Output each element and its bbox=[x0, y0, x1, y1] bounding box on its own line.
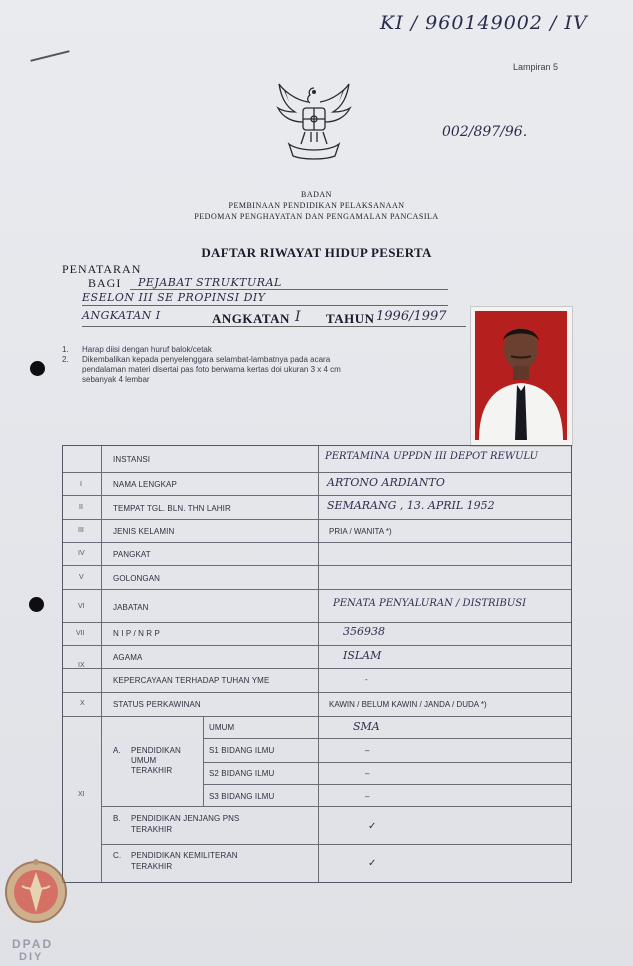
pendidikan-c-value: ✓ bbox=[368, 858, 377, 869]
nama-number: I bbox=[80, 481, 82, 488]
bagi-line-1 bbox=[130, 289, 448, 290]
row-line-3 bbox=[63, 519, 571, 520]
jabatan-value: PENATA PENYALURAN / DISTRIBUSI bbox=[333, 598, 527, 609]
instruction-2-text-b: pendalaman materi disertai pas foto berwarna kertas doi ukuran 3 x 4 cm bbox=[82, 365, 341, 374]
nip-label: N I P / N R P bbox=[113, 629, 160, 638]
kepercayaan-label: KEPERCAYAAN TERHADAP TUHAN YME bbox=[113, 676, 270, 685]
status-number: X bbox=[80, 700, 85, 707]
status-label: STATUS PERKAWINAN bbox=[113, 700, 201, 709]
s1-label: S1 BIDANG ILMU bbox=[209, 746, 275, 755]
umum-value: SMA bbox=[353, 720, 380, 733]
umum-label: UMUM bbox=[209, 723, 235, 732]
row-line-s2 bbox=[203, 784, 571, 785]
s2-label: S2 BIDANG ILMU bbox=[209, 769, 275, 778]
row-line-b bbox=[101, 844, 571, 845]
jk-number: III bbox=[78, 527, 84, 534]
bagi-value-2: ESELON III SE PROPINSI DIY bbox=[82, 291, 266, 304]
jk-label: JENIS KELAMIN bbox=[113, 527, 175, 536]
divider-pendidikan-a bbox=[203, 716, 204, 806]
pendidikan-c-letter: C. bbox=[113, 851, 122, 860]
divider-pendidikan-value bbox=[318, 716, 319, 806]
bagi-label: BAGI bbox=[88, 276, 122, 290]
row-line-5 bbox=[63, 565, 571, 566]
institution-line-3: PEDOMAN PENGHAYATAN DAN PENGAMALAN PANCASILA bbox=[194, 212, 439, 221]
agama-number: IX bbox=[78, 662, 85, 669]
instruction-2-text-c: sebanyak 4 lembar bbox=[82, 375, 150, 384]
instruction-2-text-a: Dikembalikan kepada penyelenggara selambat-lambatnya pada acara bbox=[82, 355, 331, 364]
pendidikan-a-label-3: TERAKHIR bbox=[131, 766, 173, 775]
biodata-form-table bbox=[62, 445, 572, 883]
jk-value: PRIA / WANITA *) bbox=[329, 527, 392, 536]
golongan-label: GOLONGAN bbox=[113, 574, 161, 583]
form-title: DAFTAR RIWAYAT HIDUP PESERTA bbox=[201, 245, 432, 260]
instansi-label: INSTANSI bbox=[113, 455, 151, 464]
row-line-6 bbox=[63, 589, 571, 590]
ttl-value: SEMARANG , 13. APRIL 1952 bbox=[327, 499, 495, 512]
pendidikan-c-label-1: PENDIDIKAN KEMILITERAN bbox=[131, 851, 238, 860]
instruction-1-number: 1. bbox=[62, 345, 69, 354]
divider-number-column bbox=[101, 446, 102, 882]
agama-value: ISLAM bbox=[343, 649, 382, 662]
pendidikan-b-letter: B. bbox=[113, 814, 121, 823]
status-value: KAWIN / BELUM KAWIN / JANDA / DUDA *) bbox=[329, 700, 487, 709]
pen-mark bbox=[30, 50, 69, 62]
pendidikan-b-label-1: PENDIDIKAN JENJANG PNS bbox=[131, 814, 240, 823]
person-portrait-icon bbox=[475, 311, 567, 440]
dpad-seal-icon bbox=[2, 856, 70, 926]
tahun-label: TAHUN bbox=[326, 311, 375, 326]
row-line-umum bbox=[203, 738, 571, 739]
garuda-emblem-icon bbox=[275, 80, 353, 160]
instansi-value: PERTAMINA UPPDN III DEPOT REWULU bbox=[325, 451, 539, 462]
lampiran-label: Lampiran 5 bbox=[513, 62, 559, 72]
agama-label: AGAMA bbox=[113, 653, 143, 662]
pendidikan-c-label-2: TERAKHIR bbox=[131, 862, 173, 871]
pendidikan-a-label-1: PENDIDIKAN bbox=[131, 746, 181, 755]
nama-value: ARTONO ARDIANTO bbox=[327, 476, 445, 489]
angkatan-value: I bbox=[295, 309, 301, 325]
jabatan-number: VI bbox=[78, 603, 85, 610]
watermark-line-1: DPAD bbox=[12, 937, 54, 951]
penataran-label: PENATARAN bbox=[62, 262, 142, 276]
s1-value: – bbox=[365, 746, 370, 755]
nip-value: 356938 bbox=[343, 625, 385, 638]
row-line-7 bbox=[63, 622, 571, 623]
ttl-number: II bbox=[79, 504, 83, 511]
row-line-11 bbox=[63, 716, 571, 717]
registration-number: 002/897/96. bbox=[442, 124, 528, 140]
angkatan-handwritten: ANGKATAN I bbox=[82, 309, 161, 322]
pangkat-label: PANGKAT bbox=[113, 550, 151, 559]
s2-value: – bbox=[365, 769, 370, 778]
passport-photo bbox=[470, 306, 573, 447]
s3-value: – bbox=[365, 792, 370, 801]
bagi-value-1: PEJABAT STRUKTURAL bbox=[138, 276, 282, 289]
pendidikan-number: XI bbox=[78, 791, 85, 798]
pendidikan-b-value: ✓ bbox=[368, 821, 377, 832]
row-line-2 bbox=[63, 495, 571, 496]
s3-label: S3 BIDANG ILMU bbox=[209, 792, 275, 801]
tahun-value: 1996/1997 bbox=[376, 309, 447, 324]
row-line-8 bbox=[63, 645, 571, 646]
angkatan-line bbox=[82, 326, 466, 327]
nip-number: VII bbox=[76, 630, 85, 637]
angkatan-label: ANGKATAN bbox=[212, 311, 290, 326]
jabatan-label: JABATAN bbox=[113, 603, 149, 612]
row-line-s3 bbox=[101, 806, 571, 807]
row-line-9 bbox=[63, 668, 571, 669]
archive-code: KI / 960149002 / IV bbox=[380, 12, 588, 34]
row-line-4 bbox=[63, 542, 571, 543]
pendidikan-a-label-2: UMUM bbox=[131, 756, 157, 765]
divider-value-column bbox=[318, 446, 319, 716]
punch-hole-top bbox=[30, 361, 45, 376]
instruction-2-number: 2. bbox=[62, 355, 69, 364]
bagi-line-2 bbox=[82, 305, 448, 306]
row-line-10 bbox=[63, 692, 571, 693]
row-line-1 bbox=[63, 472, 571, 473]
kepercayaan-value: - bbox=[365, 675, 368, 684]
punch-hole-bottom bbox=[29, 597, 44, 612]
pendidikan-b-label-2: TERAKHIR bbox=[131, 825, 173, 834]
institution-line-1: BADAN bbox=[301, 190, 332, 199]
watermark-line-2: DIY bbox=[19, 951, 44, 963]
ttl-label: TEMPAT TGL. BLN. THN LAHIR bbox=[113, 504, 231, 513]
pendidikan-a-letter: A. bbox=[113, 746, 121, 755]
institution-line-2: PEMBINAAN PENDIDIKAN PELAKSANAAN bbox=[228, 201, 405, 210]
row-line-s1 bbox=[203, 762, 571, 763]
golongan-number: V bbox=[79, 574, 84, 581]
pangkat-number: IV bbox=[78, 550, 85, 557]
nama-label: NAMA LENGKAP bbox=[113, 480, 177, 489]
instruction-1-text: Harap diisi dengan huruf balok/cetak bbox=[82, 345, 212, 354]
